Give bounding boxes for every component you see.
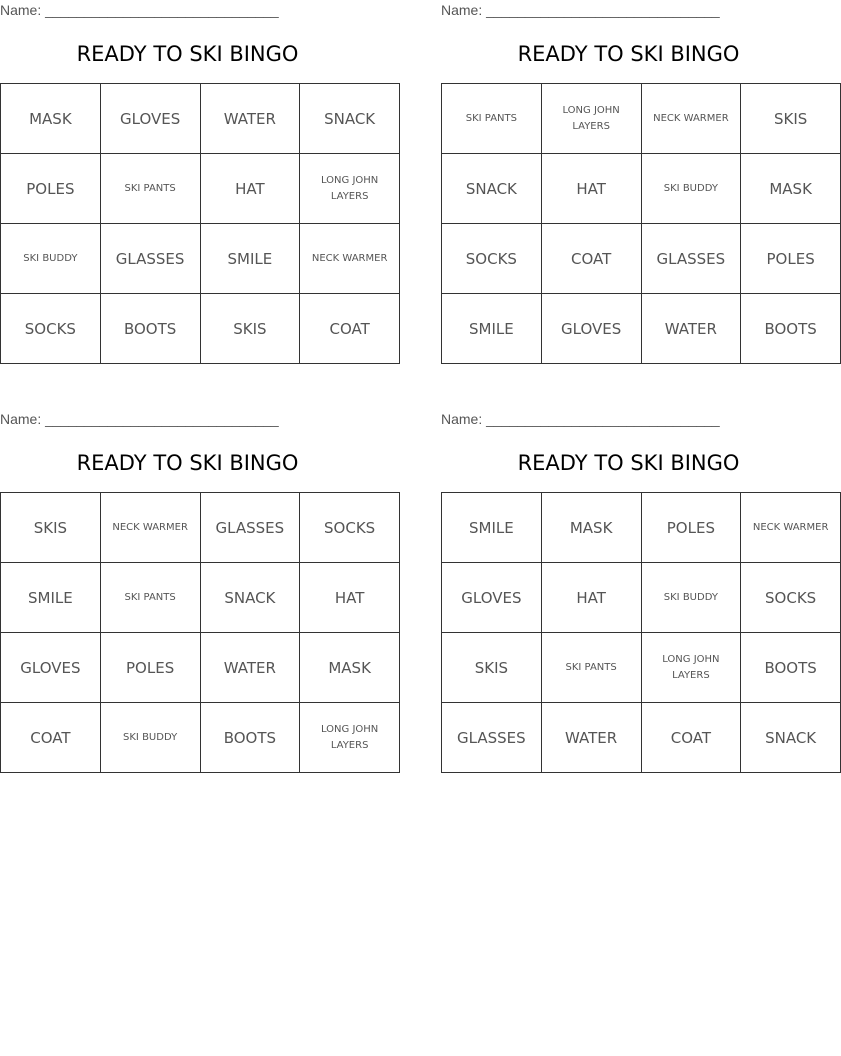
grid-row xyxy=(442,154,841,224)
bingo-cell[interactable]: SOCKS xyxy=(741,563,841,633)
bingo-cell[interactable]: SNACK xyxy=(442,154,542,224)
grid-row xyxy=(442,703,841,773)
grid-row xyxy=(442,633,841,703)
bingo-grid xyxy=(441,83,841,364)
bingo-cell[interactable]: LONG JOHN LAYERS xyxy=(300,703,400,773)
bingo-cell[interactable]: POLES xyxy=(100,633,200,703)
bingo-cell[interactable]: HAT xyxy=(541,563,641,633)
bingo-cell[interactable]: BOOTS xyxy=(741,633,841,703)
bingo-cell[interactable]: SKI PANTS xyxy=(442,84,542,154)
grid-row xyxy=(1,493,400,563)
bingo-grid xyxy=(0,492,400,773)
bingo-cell[interactable]: SKI PANTS xyxy=(100,563,200,633)
grid-row xyxy=(442,294,841,364)
bingo-cell[interactable]: SKI PANTS xyxy=(541,633,641,703)
bingo-cell[interactable]: SKIS xyxy=(442,633,542,703)
bingo-cell[interactable]: SMILE xyxy=(1,563,101,633)
bingo-cell[interactable]: POLES xyxy=(741,224,841,294)
bingo-cell[interactable]: SNACK xyxy=(741,703,841,773)
bingo-cell[interactable]: GLOVES xyxy=(442,563,542,633)
grid-row xyxy=(1,84,400,154)
bingo-cell[interactable]: MASK xyxy=(741,154,841,224)
bingo-cell[interactable]: GLASSES xyxy=(100,224,200,294)
card-title: READY TO SKI BINGO xyxy=(76,42,299,66)
bingo-cell[interactable]: SKI BUDDY xyxy=(641,563,741,633)
bingo-cell[interactable]: GLOVES xyxy=(541,294,641,364)
card-title: READY TO SKI BINGO xyxy=(76,451,299,475)
name-line[interactable]: Name: ______________________________ xyxy=(0,411,279,427)
grid-row xyxy=(442,84,841,154)
grid-row xyxy=(442,563,841,633)
card-title: READY TO SKI BINGO xyxy=(517,451,740,475)
grid-row xyxy=(1,294,400,364)
bingo-cell[interactable]: POLES xyxy=(641,493,741,563)
bingo-cell[interactable]: SOCKS xyxy=(442,224,542,294)
bingo-cell[interactable]: HAT xyxy=(541,154,641,224)
bingo-cell[interactable]: SKI BUDDY xyxy=(100,703,200,773)
bingo-cell[interactable]: SNACK xyxy=(200,563,300,633)
bingo-cell[interactable]: GLOVES xyxy=(1,633,101,703)
bingo-cell[interactable]: BOOTS xyxy=(741,294,841,364)
bingo-cell[interactable]: HAT xyxy=(300,563,400,633)
bingo-cell[interactable]: GLOVES xyxy=(100,84,200,154)
bingo-cell[interactable]: LONG JOHN LAYERS xyxy=(541,84,641,154)
grid-row xyxy=(442,224,841,294)
bingo-cell[interactable]: WATER xyxy=(541,703,641,773)
bingo-cell[interactable]: SKI PANTS xyxy=(100,154,200,224)
bingo-cell[interactable]: NECK WARMER xyxy=(741,493,841,563)
grid-row xyxy=(1,703,400,773)
bingo-cell[interactable]: LONG JOHN LAYERS xyxy=(300,154,400,224)
bingo-cell[interactable]: SKIS xyxy=(741,84,841,154)
bingo-cell[interactable]: NECK WARMER xyxy=(300,224,400,294)
bingo-cell[interactable]: MASK xyxy=(541,493,641,563)
bingo-card-3 xyxy=(0,409,379,773)
bingo-cell[interactable]: GLASSES xyxy=(442,703,542,773)
bingo-cell[interactable]: MASK xyxy=(300,633,400,703)
bingo-cell[interactable]: COAT xyxy=(1,703,101,773)
bingo-cell[interactable]: SNACK xyxy=(300,84,400,154)
bingo-cell[interactable]: NECK WARMER xyxy=(641,84,741,154)
bingo-cell[interactable]: SKIS xyxy=(1,493,101,563)
grid-row xyxy=(442,493,841,563)
bingo-cell[interactable]: COAT xyxy=(300,294,400,364)
name-line[interactable]: Name: ______________________________ xyxy=(441,2,720,18)
bingo-grid xyxy=(0,83,400,364)
bingo-cell[interactable]: WATER xyxy=(641,294,741,364)
grid-row xyxy=(1,224,400,294)
grid-row xyxy=(1,563,400,633)
bingo-cell[interactable]: SMILE xyxy=(200,224,300,294)
bingo-cell[interactable]: SKI BUDDY xyxy=(641,154,741,224)
bingo-cell[interactable]: COAT xyxy=(641,703,741,773)
bingo-cell[interactable]: HAT xyxy=(200,154,300,224)
bingo-cell[interactable]: WATER xyxy=(200,84,300,154)
bingo-cell[interactable]: WATER xyxy=(200,633,300,703)
bingo-cell[interactable]: POLES xyxy=(1,154,101,224)
bingo-cell[interactable]: SKI BUDDY xyxy=(1,224,101,294)
bingo-cell[interactable]: BOOTS xyxy=(200,703,300,773)
bingo-cell[interactable]: SOCKS xyxy=(300,493,400,563)
bingo-cell[interactable]: SOCKS xyxy=(1,294,101,364)
name-line[interactable]: Name: ______________________________ xyxy=(0,2,279,18)
bingo-cell[interactable]: LONG JOHN LAYERS xyxy=(641,633,741,703)
bingo-cell[interactable]: SKIS xyxy=(200,294,300,364)
bingo-cell[interactable]: GLASSES xyxy=(641,224,741,294)
bingo-cell[interactable]: COAT xyxy=(541,224,641,294)
bingo-card-4 xyxy=(441,409,829,773)
bingo-cell[interactable]: MASK xyxy=(1,84,101,154)
bingo-cell[interactable]: BOOTS xyxy=(100,294,200,364)
name-line[interactable]: Name: ______________________________ xyxy=(441,411,720,427)
card-title: READY TO SKI BINGO xyxy=(517,42,740,66)
grid-row xyxy=(1,633,400,703)
bingo-cell[interactable]: GLASSES xyxy=(200,493,300,563)
bingo-grid xyxy=(441,492,841,773)
bingo-card-1 xyxy=(0,0,388,364)
grid-row xyxy=(1,154,400,224)
bingo-cell[interactable]: SMILE xyxy=(442,294,542,364)
bingo-card-2 xyxy=(441,0,816,364)
bingo-cell[interactable]: NECK WARMER xyxy=(100,493,200,563)
bingo-cell[interactable]: SMILE xyxy=(442,493,542,563)
